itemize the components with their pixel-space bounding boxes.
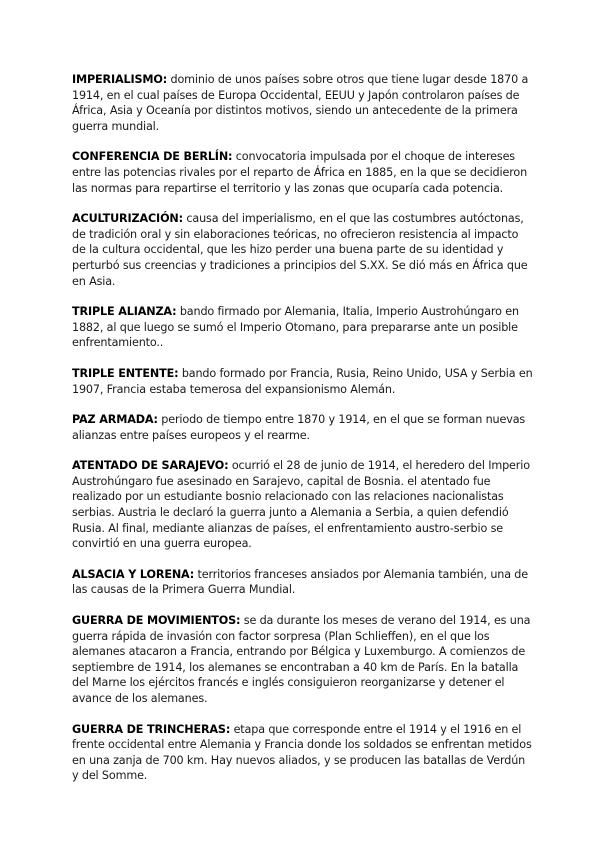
glossary-entry-conferencia-de-berlin: [72, 149, 534, 196]
glossary-entry-triple-entente: [72, 366, 534, 397]
entry-term: ATENTADO DE SARAJEVO:: [72, 459, 229, 473]
entry-definition: ocurrió el 28 de junio de 1914, el heredero del Imperio Austrohúngaro fue asesinado en Sarajevo, capital de Bosnia. el atentado fue realizado por un estudiante bosnio relacionado con las relaciones nacionalistas serbias. Austria le declaró la guerra junto a Alemania a Serbia, a quien defendió Rusia. Al final, mediante alianzas de países, el enfrentamiento austro-serbio se convirtió en una guerra europea.: [72, 459, 530, 551]
glossary-entry-triple-alianza: [72, 304, 534, 351]
entry-definition: territorios franceses ansiados por Alemania también, una de las causas de la Primera Guerra Mundial.: [72, 567, 528, 597]
glossary-entry-aculturizacion: [72, 211, 534, 289]
glossary-entry-guerra-de-movimientos: [72, 613, 534, 707]
entry-definition: bando firmado por Alemania, Italia, Imperio Austrohúngaro en 1882, al que luego se sumó el Imperio Otomano, para prepararse ante un posible enfrentamiento..: [72, 305, 519, 350]
entry-definition: causa del imperialismo, en el que las costumbres autóctonas, de tradición oral y sin elaboraciones teóricas, no ofrecieron resistencia al impacto de la cultura occidental, que les hizo perder una buena parte de su identidad y perturbó sus creencias y tradiciones a principios del S.XX. Se dió más en África que en Asia.: [72, 212, 528, 288]
entry-term: TRIPLE ENTENTE:: [72, 366, 179, 380]
entry-definition: periodo de tiempo entre 1870 y 1914, en el que se forman nuevas alianzas entre países europeos y el rearme.: [72, 413, 526, 442]
entry-term: GUERRA DE MOVIMIENTOS:: [72, 614, 241, 628]
entry-term: CONFERENCIA DE BERLÍN:: [72, 150, 233, 164]
entry-term: TRIPLE ALIANZA:: [72, 305, 177, 319]
entry-term: IMPERIALISMO:: [72, 73, 168, 86]
entry-definition: etapa que corresponde entre el 1914 y el 1916 en el frente occidental entre Alemania y Francia donde los soldados se enfrentan metidos en una zanja de 700 km. Hay nuevos aliados, y se producen las batallas de Verdún y del Somme.: [72, 722, 532, 783]
entry-definition: se da durante los meses de verano del 1914, es una guerra rápida de invasión con factor sorpresa (Plan Schlieffen), en el que los alemanes atacaron a Francia, entrando por Bélgica y Luxemburgo. A comienzos de septiembre de 1914, los alemanes se encontraban a 40 km de París. En la batalla del Marne los ejércitos francés e inglés consiguieron reorganizarse y detener el avance de los alemanes.: [72, 614, 531, 705]
document-page: [72, 72, 534, 799]
entry-definition: bando formado por Francia, Rusia, Reino Unido, USA y Serbia en 1907, Francia estaba temerosa del expansionismo Alemán.: [72, 366, 533, 396]
glossary-entry-alsacia-y-lorena: [72, 567, 534, 598]
glossary-entry-guerra-de-trincheras: [72, 722, 534, 784]
glossary-entry-paz-armada: [72, 412, 534, 443]
entry-term: ACULTURIZACIÓN:: [72, 212, 183, 226]
glossary-entry-atentado-de-sarajevo: [72, 458, 534, 552]
entry-term: PAZ ARMADA:: [72, 413, 158, 427]
entry-term: GUERRA DE TRINCHERAS:: [72, 722, 231, 736]
entry-definition: dominio de unos países sobre otros que tiene lugar desde 1870 a 1914, en el cual países de Europa Occidental, EEUU y Japón controlaron países de África, Asia y Oceanía por distintos motivos, siendo un antecedente de la primera guerra mundial.: [72, 73, 529, 133]
entry-definition: convocatoria impulsada por el choque de intereses entre las potencias rivales por el reparto de África en 1885, en la que se decidieron las normas para repartirse el territorio y las zonas que ocuparía cada potencia.: [72, 150, 528, 195]
entry-term: ALSACIA Y LORENA:: [72, 567, 195, 581]
glossary-entry-imperialismo: [72, 72, 534, 134]
